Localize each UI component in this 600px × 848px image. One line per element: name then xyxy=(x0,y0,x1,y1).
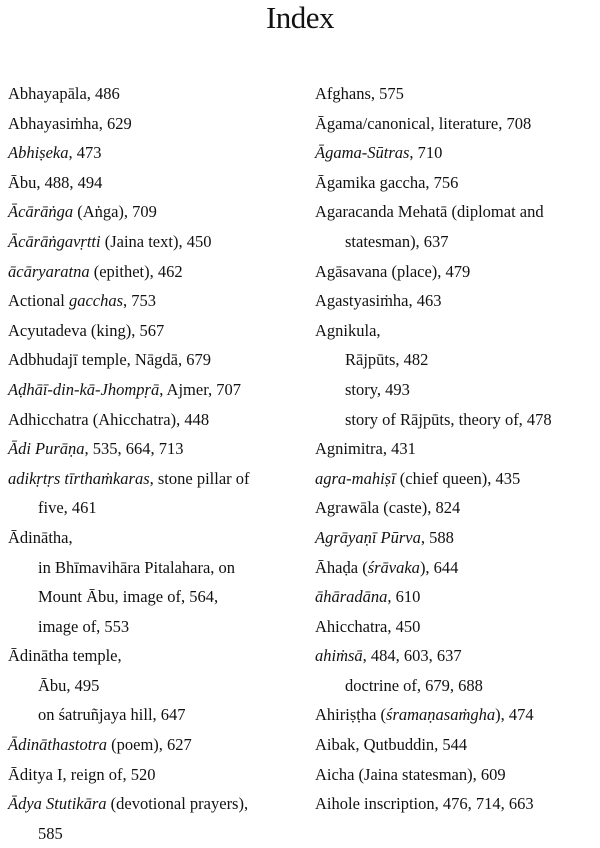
index-entry xyxy=(315,493,600,523)
index-column-left xyxy=(8,79,298,848)
index-text: Agnimitra, 431 xyxy=(315,439,416,459)
index-entry xyxy=(8,523,298,553)
index-text: story, 493 xyxy=(345,379,410,399)
index-text: Ahiriṣṭha ( xyxy=(315,705,387,725)
index-text: Agrāyaṇī Pūrva xyxy=(315,527,421,547)
index-text: (devotional prayers), xyxy=(106,794,249,814)
index-text: in Bhīmavihāra Pitalahara, on xyxy=(38,557,236,577)
index-text: Abhayasiṁha, 629 xyxy=(8,113,132,133)
index-entry xyxy=(315,138,600,168)
index-text: Āgamika gaccha, 756 xyxy=(315,172,459,192)
index-text: Āgama/canonical, literature, 708 xyxy=(315,113,532,133)
index-text: gacchas xyxy=(68,291,124,311)
index-entry xyxy=(315,257,600,287)
index-text: , 473 xyxy=(68,143,102,163)
index-text: Aibak, Qutbuddin, 544 xyxy=(315,735,468,755)
index-text: Ābu, 488, 494 xyxy=(8,172,103,192)
index-text: Ācārāṅgavṛtti xyxy=(8,231,101,251)
index-entry xyxy=(8,789,298,819)
index-text: Abhayapāla, 486 xyxy=(8,84,120,103)
index-entry xyxy=(8,405,298,435)
index-subentry xyxy=(315,345,600,375)
index-entry xyxy=(315,582,600,612)
index-entry xyxy=(315,612,600,642)
index-text: ahiṁsā xyxy=(315,646,363,666)
index-entry xyxy=(8,257,298,287)
index-text: , 535, 664, 713 xyxy=(84,439,184,459)
index-text: (Jaina text), 450 xyxy=(100,231,212,251)
index-text: āhāradāna xyxy=(315,587,388,607)
index-entry xyxy=(8,730,298,760)
index-subentry xyxy=(315,375,600,405)
index-entry xyxy=(315,109,600,139)
index-text: Agaracanda Mehatā (diplomat and xyxy=(315,202,544,222)
index-text: Ābu, 495 xyxy=(38,675,100,695)
index-text: Aihole inscription, 476, 714, 663 xyxy=(315,794,534,814)
index-text: śrāvaka xyxy=(367,557,420,577)
index-text: image of, 553 xyxy=(38,616,130,636)
index-text: 585 xyxy=(38,823,63,843)
index-text: Agastyasiṁha, 463 xyxy=(315,291,442,311)
index-subentry xyxy=(8,612,298,642)
index-text: Ādinātha temple, xyxy=(8,646,122,666)
index-text: (poem), 627 xyxy=(107,735,192,755)
index-entry xyxy=(315,434,600,464)
index-text: , stone pillar of xyxy=(149,468,250,488)
index-entry xyxy=(315,316,600,346)
index-text: Adbhudajī temple, Nāgdā, 679 xyxy=(8,350,211,370)
index-subentry xyxy=(315,671,600,701)
index-text: Agāsavana (place), 479 xyxy=(315,261,471,281)
index-text: Rājpūts, 482 xyxy=(345,350,429,370)
index-text: adikṛtṛs tīrthaṁkaras xyxy=(8,468,150,488)
index-entry xyxy=(315,553,600,583)
index-subentry xyxy=(8,671,298,701)
index-entry xyxy=(315,760,600,790)
index-text: Āditya I, reign of, 520 xyxy=(8,764,156,784)
page-title: Index xyxy=(265,0,335,35)
index-subentry xyxy=(8,493,298,523)
index-entry xyxy=(315,789,600,819)
index-entry xyxy=(8,109,298,139)
index-column-right xyxy=(315,79,600,819)
index-text: Mount Ābu, image of, 564, xyxy=(38,587,219,607)
index-text: on śatruñjaya hill, 647 xyxy=(38,705,186,725)
index-subentry xyxy=(8,553,298,583)
index-entry xyxy=(8,375,298,405)
index-text: Agrawāla (caste), 824 xyxy=(315,498,461,518)
index-entry xyxy=(315,168,600,198)
index-text: śramaṇasaṁgha xyxy=(386,705,496,725)
index-text: Afghans, 575 xyxy=(315,84,404,103)
index-subentry xyxy=(315,405,600,435)
index-text: Adhicchatra (Ahicchatra), 448 xyxy=(8,409,210,429)
index-entry xyxy=(315,641,600,671)
index-entry xyxy=(315,286,600,316)
index-text: doctrine of, 679, 688 xyxy=(345,675,483,695)
index-text: Ācārāṅga xyxy=(8,202,74,222)
index-entry xyxy=(8,760,298,790)
index-entry xyxy=(315,523,600,553)
index-subentry xyxy=(315,227,600,257)
index-entry xyxy=(315,464,600,494)
index-text: , 484, 603, 637 xyxy=(362,646,462,666)
index-entry xyxy=(8,168,298,198)
index-text: statesman), 637 xyxy=(345,231,449,251)
index-text: Agnikula, xyxy=(315,320,381,340)
index-text: Ādya Stutikāra xyxy=(8,794,107,814)
index-entry xyxy=(8,286,298,316)
index-entry xyxy=(8,79,298,109)
index-entry xyxy=(315,700,600,730)
index-text: Ādināthastotra xyxy=(8,735,108,755)
index-text: Ādi Purāṇa xyxy=(8,439,85,459)
index-text: , 588 xyxy=(420,527,454,547)
index-entry xyxy=(8,316,298,346)
index-entry xyxy=(8,464,298,494)
index-text: Āhaḍa ( xyxy=(315,557,368,577)
index-text: Aḍhāī-din-kā-Jhompṛā xyxy=(8,379,160,399)
index-text: Ādinātha, xyxy=(8,527,73,547)
index-entry xyxy=(8,434,298,464)
index-subentry xyxy=(8,700,298,730)
index-text: , 610 xyxy=(387,587,421,607)
index-text: Ahicchatra, 450 xyxy=(315,616,421,636)
index-text: ), 644 xyxy=(419,557,459,577)
index-text: Āgama-Sūtras xyxy=(315,143,410,163)
index-text: (epithet), 462 xyxy=(89,261,183,281)
index-text: Acyutadeva (king), 567 xyxy=(8,320,165,340)
index-text: Actional xyxy=(8,291,69,311)
index-text: , 753 xyxy=(123,291,157,311)
index-subentry xyxy=(8,582,298,612)
index-entry xyxy=(8,197,298,227)
index-text: Aicha (Jaina statesman), 609 xyxy=(315,764,506,784)
index-text: , Ajmer, 707 xyxy=(159,379,242,399)
index-text: (chief queen), 435 xyxy=(395,468,521,488)
index-text: ācāryaratna xyxy=(8,261,90,281)
index-text: Abhiṣeka xyxy=(8,143,69,163)
index-entry xyxy=(8,641,298,671)
index-entry xyxy=(8,345,298,375)
index-text: five, 461 xyxy=(38,498,97,518)
index-entry xyxy=(315,79,600,109)
index-entry xyxy=(315,730,600,760)
index-entry xyxy=(8,138,298,168)
index-text: ), 474 xyxy=(495,705,534,725)
index-entry xyxy=(8,227,298,257)
index-text: , 710 xyxy=(409,143,443,163)
index-subentry xyxy=(8,819,298,848)
index-text: agra-mahiṣī xyxy=(315,468,396,488)
index-text: story of Rājpūts, theory of, 478 xyxy=(345,409,552,429)
index-text: (Aṅga), 709 xyxy=(73,202,157,222)
index-entry xyxy=(315,197,600,227)
